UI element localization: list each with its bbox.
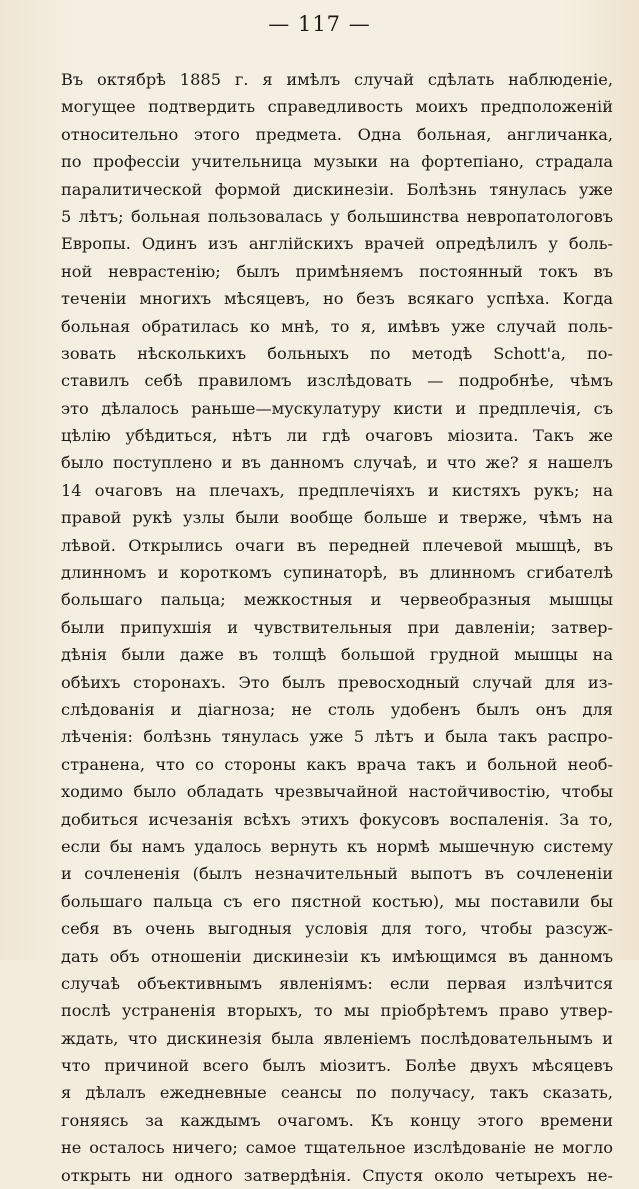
text-line: больная обратилась ко мнѣ, то я, имѣвъ уже случай поль- xyxy=(61,316,613,336)
text-line: дать объ отношеніи дискинезіи къ имѣющимся въ данномъ xyxy=(61,946,613,966)
text-line: 5 лѣтъ; больная пользовалась у большинства невропатологовъ xyxy=(61,206,613,226)
text-line: обѣихъ сторонахъ. Это былъ превосходный случай для из- xyxy=(61,672,613,692)
text-line: цѣлію убѣдиться, нѣтъ ли гдѣ очаговъ міозита. Такъ же xyxy=(61,426,613,446)
text-line: я дѣлалъ ежедневные сеансы по получасу, такъ сказать, xyxy=(61,1083,613,1103)
text-line: были припухшія и чувствительныя при давленіи; затвер- xyxy=(61,617,613,637)
text-line: Европы. Одинъ изъ англійскихъ врачей опредѣлилъ у боль- xyxy=(61,234,613,254)
text-line: ной неврастенію; былъ примѣняемъ постоянный токъ въ xyxy=(61,261,613,281)
text-line: добиться исчезанія всѣхъ этихъ фокусовъ воспаленія. За то, xyxy=(61,809,613,829)
text-line: длинномъ и короткомъ супинаторѣ, въ длинномъ сгибателѣ xyxy=(61,563,613,583)
body-text xyxy=(61,66,613,1189)
text-line: странена, что со стороны какъ врача такъ и больной необ- xyxy=(61,754,613,774)
text-line: гоняясь за каждымъ очагомъ. Къ концу этого времени xyxy=(61,1110,613,1130)
text-line: послѣ устраненія вторыхъ, то мы пріобрѣтемъ право утвер- xyxy=(61,1001,613,1021)
text-line: большаго пальца; межкостныя и червеобразныя мышцы xyxy=(61,590,613,610)
text-line: дѣнія были даже въ толщѣ большой грудной мышцы на xyxy=(61,645,613,665)
text-line: слѣдованія и діагноза; не столь удобенъ былъ онъ для xyxy=(61,699,613,719)
text-line: ставилъ себѣ правиломъ изслѣдовать — подробнѣе, чѣмъ xyxy=(61,371,613,391)
text-line: ждать, что дискинезія была явленіемъ послѣдовательнымъ и xyxy=(61,1028,613,1048)
page-number: — 117 — xyxy=(268,12,371,36)
text-line: могущее подтвердить справедливость моихъ предположеній xyxy=(61,97,613,117)
text-line: Въ октябрѣ 1885 г. я имѣлъ случай сдѣлать наблюденіе, xyxy=(61,70,613,89)
text-line: открыть ни одного затвердѣнія. Спустя около четырехъ не- xyxy=(61,1165,613,1185)
text-line: и сочлененія (былъ незначительный выпотъ въ сочлененіи xyxy=(61,864,613,884)
text-line: теченіи многихъ мѣсяцевъ, но безъ всякаго успѣха. Когда xyxy=(61,289,613,309)
text-line: если бы намъ удалось вернуть къ нормѣ мышечную систему xyxy=(61,836,613,856)
text-line: было поступлено и въ данномъ случаѣ, и что же? я нашелъ xyxy=(61,453,613,473)
text-line: ходимо было обладать чрезвычайной настойчивостію, чтобы xyxy=(61,782,613,802)
text-line: себя въ очень выгодныя условія для того, чтобы разсуж- xyxy=(61,919,613,939)
text-line: лѣвой. Открылись очаги въ передней плечевой мышцѣ, въ xyxy=(61,535,613,555)
text-line: 14 очаговъ на плечахъ, предплечіяхъ и кистяхъ рукъ; на xyxy=(61,480,613,500)
text-line: паралитической формой дискинезіи. Болѣзнь тянулась уже xyxy=(61,179,613,199)
text-line: зовать нѣсколькихъ больныхъ по методѣ Schott'а, по- xyxy=(61,343,613,363)
text-line: лѣченія: болѣзнь тянулась уже 5 лѣтъ и была такъ распро- xyxy=(61,727,613,747)
text-line: что причиной всего былъ міозитъ. Болѣе двухъ мѣсяцевъ xyxy=(61,1056,613,1076)
text-line: случаѣ объективнымъ явленіямъ: если первая излѣчится xyxy=(61,973,613,993)
text-line: по профессіи учительница музыки на фортепіано, страдала xyxy=(61,152,613,172)
text-line: не осталось ничего; самое тщательное изслѣдованіе не могло xyxy=(61,1138,613,1158)
text-line: это дѣлалось раньше—мускулатуру кисти и предплечія, съ xyxy=(61,398,613,418)
text-line: большаго пальца съ его пястной костью), мы поставили бы xyxy=(61,891,613,911)
text-line: правой рукѣ узлы были вообще больше и тверже, чѣмъ на xyxy=(61,508,613,528)
text-line: относительно этого предмета. Одна больная, англичанка, xyxy=(61,124,613,144)
